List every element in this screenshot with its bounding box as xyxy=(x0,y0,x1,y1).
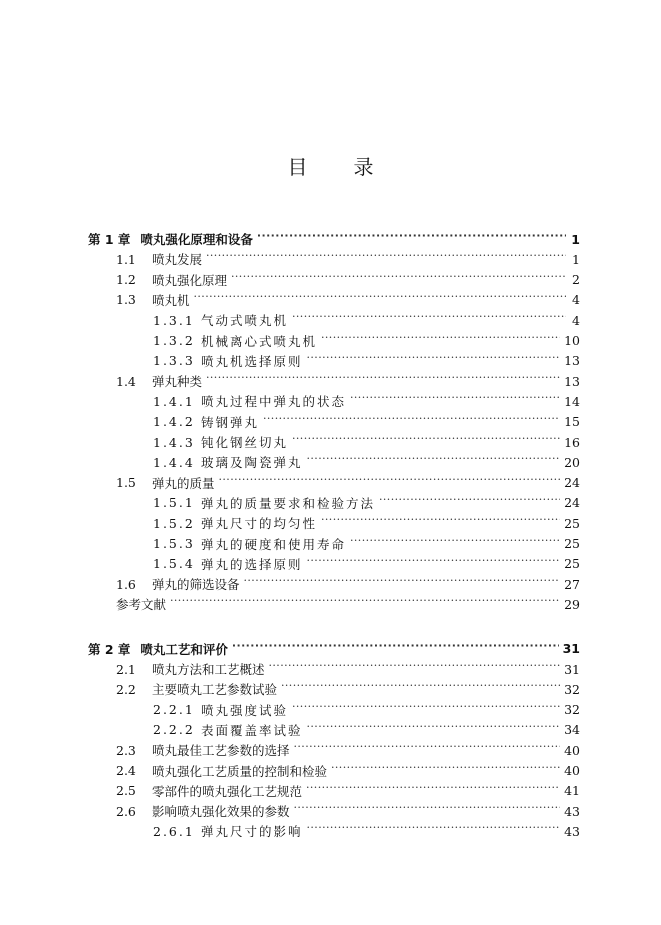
toc-entry-page: 32 xyxy=(564,702,580,718)
dot-leader xyxy=(232,642,559,656)
dot-leader xyxy=(307,824,561,838)
toc-entry-number: 1.6 xyxy=(116,576,136,592)
toc-entry-title: 影响喷丸强化效果的参数 xyxy=(152,804,290,820)
toc-entry-number: 2.3 xyxy=(116,742,136,758)
toc-entry-page: 43 xyxy=(564,803,580,819)
toc-entry[interactable] xyxy=(116,594,580,614)
dot-leader xyxy=(292,313,566,327)
dot-leader xyxy=(281,682,560,696)
toc-entry-number: 1.3.1 xyxy=(153,312,195,328)
toc-entry-title: 零部件的喷丸强化工艺规范 xyxy=(152,783,303,799)
toc-entry-number: 1.3.2 xyxy=(153,333,195,348)
dot-leader xyxy=(379,496,560,510)
toc-entry[interactable] xyxy=(116,659,580,679)
toc-entry-page: 27 xyxy=(564,576,580,592)
toc-entry-title: 弹丸的选择原则 xyxy=(201,556,303,572)
toc-entry-title: 表面覆盖率试验 xyxy=(201,722,303,738)
toc-entry[interactable] xyxy=(153,391,580,411)
toc-entry-number: 2.2 xyxy=(116,681,136,697)
dot-leader xyxy=(219,476,561,490)
toc-entry-page: 25 xyxy=(564,515,580,531)
dot-leader xyxy=(294,743,561,757)
toc-entry[interactable] xyxy=(153,554,580,574)
toc-entry-page: 24 xyxy=(564,495,580,511)
dot-leader xyxy=(307,455,561,469)
toc-entry-title: 铸钢弹丸 xyxy=(201,414,260,430)
toc-entry-page: 16 xyxy=(564,434,580,450)
dot-leader xyxy=(307,723,561,737)
dot-leader xyxy=(244,577,561,591)
toc-entry[interactable] xyxy=(153,310,580,330)
toc-entry-page: 1 xyxy=(572,251,580,267)
toc-entry-page: 29 xyxy=(564,596,580,612)
toc-entry[interactable] xyxy=(153,452,580,472)
toc-entry-title: 喷丸强度试验 xyxy=(201,702,289,718)
toc-entry[interactable] xyxy=(153,331,580,351)
toc-entry[interactable] xyxy=(116,371,580,391)
toc-entry-number: 2.1 xyxy=(116,661,136,677)
toc-entry-page: 4 xyxy=(572,312,580,328)
toc-entry-number: 第 1 章 xyxy=(88,232,131,247)
dot-leader xyxy=(206,374,560,388)
page-title xyxy=(0,151,661,180)
toc-entry-title: 喷丸最佳工艺参数的选择 xyxy=(152,743,290,759)
toc-entry-number: 1.4.1 xyxy=(153,393,195,409)
toc-entry-number: 2.2.1 xyxy=(153,702,195,718)
toc-entry-title: 喷丸机选择原则 xyxy=(201,353,303,369)
toc-entry[interactable] xyxy=(116,740,580,760)
toc-entry-number: 1.4.3 xyxy=(153,434,195,450)
title-left: 目 xyxy=(287,155,308,179)
toc-entry-title: 弹丸的硬度和使用寿命 xyxy=(201,536,347,552)
toc-entry[interactable] xyxy=(116,574,580,594)
toc-entry[interactable] xyxy=(116,290,580,310)
toc-entry-page: 31 xyxy=(564,661,580,677)
toc-entry-number: 第 2 章 xyxy=(88,641,131,657)
toc-entry-number: 1.5.1 xyxy=(153,495,195,511)
toc-entry-title: 弹丸种类 xyxy=(152,374,203,390)
toc-entry-title: 喷丸机 xyxy=(152,292,190,308)
dot-leader xyxy=(231,273,566,287)
dot-leader xyxy=(170,597,560,611)
toc-entry-number: 1.2 xyxy=(116,272,136,288)
dot-leader xyxy=(294,804,561,818)
toc-entry-title: 玻璃及陶瓷弹丸 xyxy=(201,455,303,471)
dot-leader xyxy=(321,334,560,348)
dot-leader xyxy=(321,516,560,530)
toc-entry-title: 气动式喷丸机 xyxy=(201,313,289,329)
toc-entry[interactable] xyxy=(153,534,580,554)
toc-entry-title: 喷丸方法和工艺概述 xyxy=(152,662,265,677)
toc-entry-title: 机械离心式喷丸机 xyxy=(201,333,318,349)
toc-entry-page: 40 xyxy=(564,742,580,758)
toc-entry-title: 喷丸强化工艺质量的控制和检验 xyxy=(152,763,328,779)
toc-entry-page: 43 xyxy=(564,823,580,839)
toc-entry-title: 弹丸的质量 xyxy=(152,475,215,491)
toc-entry-page: 32 xyxy=(564,681,580,697)
toc-entry[interactable] xyxy=(153,432,580,452)
toc-entry-title: 喷丸发展 xyxy=(152,252,203,268)
toc-entry-title: 弹丸的筛选设备 xyxy=(152,577,240,593)
toc-entry-page: 31 xyxy=(562,641,580,657)
toc-entry-page: 25 xyxy=(564,536,580,551)
dot-leader xyxy=(292,435,560,449)
toc-entry[interactable] xyxy=(153,700,580,720)
toc-entry-page: 24 xyxy=(564,475,580,491)
toc-entry-number: 1.1 xyxy=(116,251,136,267)
toc-entry-number: 1.3 xyxy=(116,292,136,308)
dot-leader xyxy=(257,232,566,246)
toc-entry-number: 1.4.2 xyxy=(153,414,195,430)
dot-leader xyxy=(206,252,566,266)
toc-entry-page: 2 xyxy=(572,272,580,288)
toc-entry-page: 14 xyxy=(564,393,580,409)
dot-leader xyxy=(194,293,566,307)
toc-entry[interactable] xyxy=(116,761,580,781)
toc-entry-title: 喷丸过程中弹丸的状态 xyxy=(201,394,347,410)
toc-entry-page: 13 xyxy=(564,353,580,369)
toc-entry-page: 25 xyxy=(564,556,580,572)
toc-entry[interactable] xyxy=(153,720,580,740)
toc-entry[interactable] xyxy=(88,229,580,249)
toc-entry-number: 1.5.3 xyxy=(153,536,195,551)
toc-entry[interactable] xyxy=(116,270,580,290)
toc-entry-number: 1.5.2 xyxy=(153,515,195,531)
toc-entry-title: 喷丸强化原理和设备 xyxy=(140,232,253,247)
toc-entry-number: 2.6 xyxy=(116,803,136,819)
toc-entry-number: 2.4 xyxy=(116,763,136,778)
title-right: 录 xyxy=(353,155,374,179)
toc-entry-number: 1.3.3 xyxy=(153,353,195,369)
dot-leader xyxy=(307,557,561,571)
toc-entry[interactable] xyxy=(153,821,580,841)
dot-leader xyxy=(331,764,560,778)
dot-leader xyxy=(350,537,560,551)
dot-leader xyxy=(263,415,560,429)
toc-entry-number: 1.5.4 xyxy=(153,556,195,572)
toc-entry[interactable] xyxy=(116,679,580,699)
dot-leader xyxy=(307,354,561,368)
toc-entry[interactable] xyxy=(88,639,580,659)
dot-leader xyxy=(269,662,561,676)
toc-entry[interactable] xyxy=(116,473,580,493)
toc-entry-title: 弹丸尺寸的影响 xyxy=(201,824,303,840)
toc-entry-title: 弹丸的质量要求和检验方法 xyxy=(201,495,376,511)
toc-entry-page: 10 xyxy=(564,333,580,348)
toc-entry[interactable] xyxy=(153,493,580,513)
toc-entry[interactable] xyxy=(116,801,580,821)
toc-entry-number: 1.4.4 xyxy=(153,454,195,470)
toc-entry-number: 2.6.1 xyxy=(153,823,195,839)
toc-entry-page: 4 xyxy=(572,292,580,308)
dot-leader xyxy=(306,784,560,798)
toc-entry-number: 2.5 xyxy=(116,783,136,799)
toc-entry-title: 钝化钢丝切丸 xyxy=(201,435,289,450)
toc-entry-page: 40 xyxy=(564,763,580,778)
toc-entry-number: 1.4 xyxy=(116,373,136,389)
toc-entry-page: 41 xyxy=(564,783,580,799)
toc-entry-number: 1.5 xyxy=(116,475,136,491)
toc-entry-page: 1 xyxy=(571,231,580,247)
toc-entry-title: 弹丸尺寸的均匀性 xyxy=(201,516,318,532)
toc-entry-title: 喷丸工艺和评价 xyxy=(140,641,228,657)
dot-leader xyxy=(292,703,560,717)
toc-entry[interactable] xyxy=(153,513,580,533)
dot-leader xyxy=(350,394,560,408)
toc-entry-number: 2.2.2 xyxy=(153,722,195,738)
toc-entry-page: 34 xyxy=(564,722,580,738)
toc-entry[interactable] xyxy=(116,781,580,801)
toc-entry-page: 13 xyxy=(564,373,580,389)
toc-entry-title: 主要喷丸工艺参数试验 xyxy=(152,682,278,698)
toc-entry-page: 15 xyxy=(564,414,580,430)
toc-entry-page: 20 xyxy=(564,454,580,470)
toc-entry[interactable] xyxy=(153,412,580,432)
toc-entry[interactable] xyxy=(116,249,580,269)
toc-entry-title: 参考文献 xyxy=(116,597,167,613)
toc-entry[interactable] xyxy=(153,351,580,371)
toc-entry-title: 喷丸强化原理 xyxy=(152,272,228,288)
